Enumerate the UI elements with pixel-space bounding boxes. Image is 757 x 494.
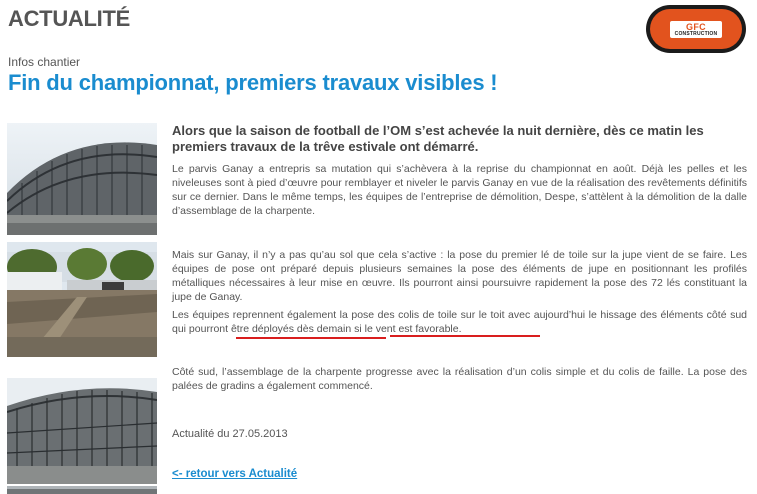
article-lead: Alors que la saison de football de l’OM s’est achevée la nuit dernière, dès ce matin les premiers travaux de la trêve estivale ont démarré. — [172, 123, 704, 154]
back-to-news-link[interactable]: <- retour vers Actualité — [172, 468, 298, 480]
logo-badge — [650, 9, 742, 49]
article-category: Infos chantier — [8, 55, 81, 69]
article-paragraph-1: Le parvis Ganay a entrepris sa mutation qui s’achèvera à la reprise du championnat en août. Déjà les pelles et les niveleuses sont à pied d’œuvre pour remblayer et niveler le parvis Ganay en vue de la réalisation des revêtements définitifs sur ce dernier. Dans le même temps, les équipes de l’entreprise de démolition, Despe, s’attèlent à la démolition de la dalle d’assemblage de la charpente. — [172, 163, 747, 217]
article-paragraph-3: Les équipes reprennent également la pose des colis de toile sur le toit avec aujourd’hui le hissage des éléments côté sud qui pourront être déployés dès demain si le vent est favorable. — [172, 309, 747, 335]
highlight-underline-2 — [390, 335, 540, 337]
logo-text: GFC — [686, 21, 706, 32]
company-logo[interactable] — [646, 5, 746, 53]
section-title: ACTUALITÉ — [8, 6, 130, 31]
roof-structure-photo — [7, 378, 157, 484]
article-title: Fin du championnat, premiers travaux visibles ! — [8, 70, 498, 95]
logo-plate — [670, 21, 723, 38]
article-paragraph-4: Côté sud, l’assemblage de la charpente progresse avec la réalisation d’un colis simple et du colis de faille. La pose des palées de gradins a également commencé. — [172, 366, 747, 392]
additional-photo — [7, 486, 157, 494]
article-date: Actualité du 27.05.2013 — [172, 428, 288, 440]
construction-site-photo — [7, 242, 157, 357]
logo-subtext: CONSTRUCTION — [674, 30, 718, 37]
stadium-structure-photo — [7, 123, 157, 235]
highlight-underline-1 — [236, 337, 386, 339]
article-paragraph-2: Mais sur Ganay, il n’y a pas qu’au sol que cela s’active : la pose du premier lé de toile sur la jupe vient de se faire. Les équipes de pose ont préparé depuis plusieurs semaines la pose des éléments de jupe en positionnant les profilés métalliques nécessaires à leur mise en œuvre. Ils pourront ainsi poursuivre rapidement la pose des 72 lés constituant la jupe de Ganay. — [172, 249, 747, 303]
